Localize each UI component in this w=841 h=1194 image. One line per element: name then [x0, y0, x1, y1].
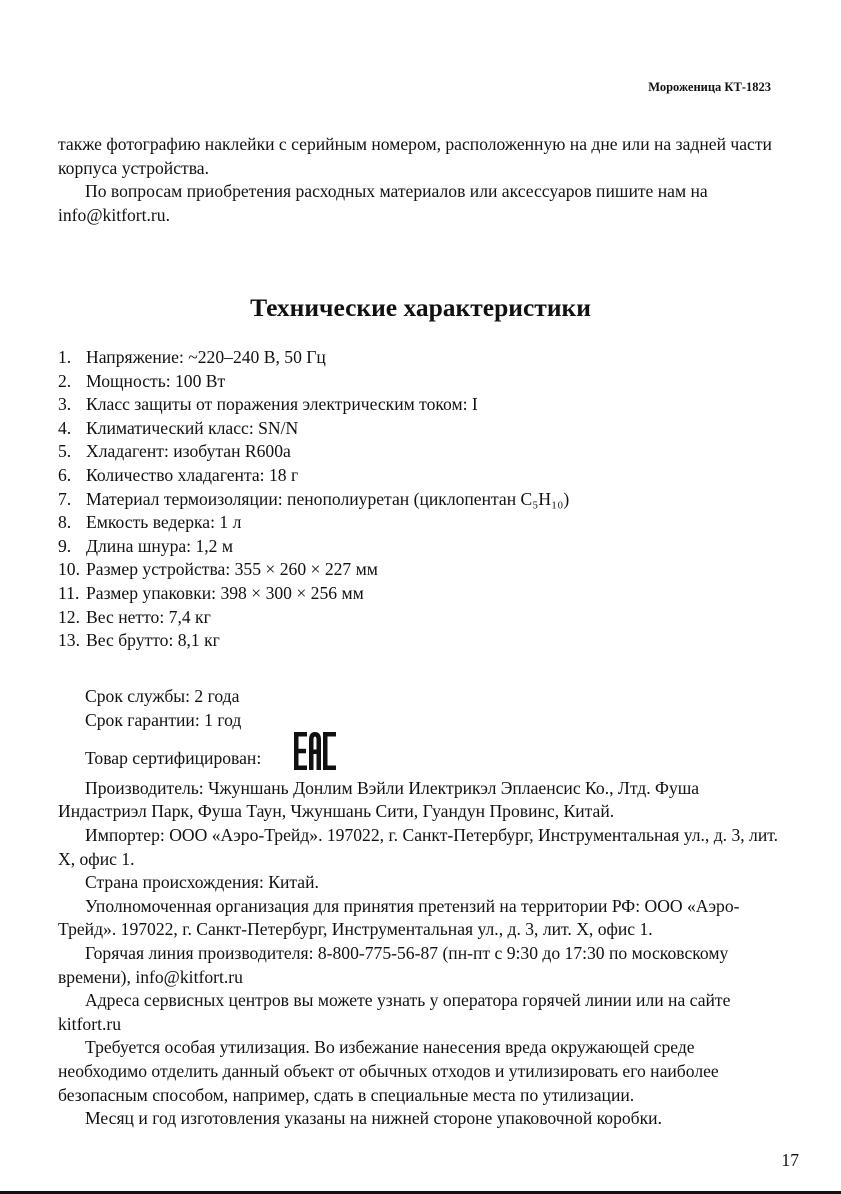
spec-number: 10.	[58, 559, 80, 580]
spec-number: 6.	[58, 464, 72, 485]
spec-text: Материал термоизоляции: пенополиуретан (циклопентан C₅H₁₀)	[86, 488, 570, 509]
spec-text: Емкость ведерка: 1 л	[86, 512, 242, 533]
spec-number: 3.	[58, 394, 72, 415]
spec-number: 11.	[58, 582, 80, 603]
spec-item	[58, 535, 778, 559]
spec-number: 9.	[58, 535, 72, 556]
spec-number: 1.	[58, 347, 72, 367]
manufacturer: Производитель: Чжуншань Донлим Вэйли Илектрикэл Эплаенсис Ко., Лтд. Фуша Индастриэл Парк, Фуша Таун, Чжуншань Сити, Гуандун Провинс, Китай.	[58, 777, 700, 822]
spec-number: 5.	[58, 441, 72, 462]
spec-item	[58, 370, 778, 394]
spec-number: 2.	[58, 370, 72, 391]
page-number: 17	[781, 1150, 799, 1170]
manufacture-date: Месяц и год изготовления указаны на нижней стороне упаковочной коробки.	[85, 1108, 662, 1129]
service-centers: Адреса сервисных центров вы можете узнать у оператора горячей линии или на сайте kitfort.ru	[58, 990, 731, 1034]
certified-label: Товар сертифицирован:	[85, 748, 262, 769]
spec-text: Вес брутто: 8,1 кг	[86, 630, 220, 651]
spec-number: 8.	[58, 512, 72, 533]
intro-paragraph-2: По вопросам приобретения расходных материалов или аксессуаров пишите нам на info@kitfort.ru.	[58, 181, 708, 225]
intro-section	[58, 133, 778, 227]
disposal-notice: Требуется особая утилизация. Во избежание нанесения вреда окружающей среде необходимо отделить данный объект от обычных отходов и утилизировать его наиболее безопасным способом, например, сдать в специальные места по утилизации.	[58, 1037, 719, 1105]
hotline: Горячая линия производителя: 8-800-775-56-87 (пн-пт с 9:30 до 17:30 по московскому времени), info@kitfort.ru	[58, 942, 729, 987]
certification-line	[58, 732, 778, 777]
importer: Импортер: ООО «Аэро-Трейд». 197022, г. Санкт-Петербург, Инструментальная ул., д. 3, лит. Х, офис 1.	[58, 824, 779, 869]
spec-item	[58, 558, 778, 582]
spec-text: Количество хладагента: 18 г	[86, 464, 299, 485]
spec-number: 4.	[58, 417, 72, 438]
spec-item	[58, 464, 778, 488]
spec-item	[58, 440, 778, 464]
spec-text: Вес нетто: 7,4 кг	[86, 606, 211, 627]
spec-item	[58, 417, 778, 441]
spec-text: Размер упаковки: 398 × 300 × 256 мм	[86, 582, 364, 603]
service-life: Срок службы: 2 года	[85, 686, 240, 706]
spec-item	[58, 346, 778, 370]
spec-text: Климатический класс: SN/N	[86, 417, 299, 438]
spec-number: 12.	[58, 606, 80, 627]
spec-item	[58, 582, 778, 606]
country-of-origin: Страна происхождения: Китай.	[85, 872, 319, 893]
specs-title: Технические характеристики	[250, 293, 591, 322]
intro-paragraph-1: также фотографию наклейки с серийным номером, расположенную на дне или на задней части корпуса устройства.	[58, 134, 772, 178]
spec-text: Мощность: 100 Вт	[86, 370, 226, 391]
info-section	[58, 685, 778, 1131]
spec-text: Класс защиты от поражения электрическим током: I	[86, 394, 478, 415]
spec-text: Размер устройства: 355 × 260 × 227 мм	[86, 559, 378, 580]
warranty: Срок гарантии: 1 год	[85, 709, 242, 730]
spec-number: 13.	[58, 630, 80, 651]
spec-item	[58, 606, 778, 630]
specs-list	[58, 346, 778, 653]
running-header: Мороженица КТ-1823	[648, 80, 771, 94]
spec-text: Напряжение: ~220–240 В, 50 Гц	[86, 347, 326, 367]
authorized-organization: Уполномоченная организация для принятия претензий на территории РФ: ООО «Аэро-Трейд». 197022, г. Санкт-Петербург, Инструментальная ул., д. 3, лит. Х, офис 1.	[58, 895, 740, 940]
spec-item	[58, 629, 778, 653]
spec-item	[58, 488, 778, 512]
spec-text: Хладагент: изобутан R600a	[86, 441, 291, 462]
spec-text: Длина шнура: 1,2 м	[86, 535, 233, 556]
spec-item	[58, 511, 778, 535]
spec-number: 7.	[58, 488, 72, 509]
eac-logo-icon	[267, 732, 336, 777]
spec-item	[58, 393, 778, 417]
